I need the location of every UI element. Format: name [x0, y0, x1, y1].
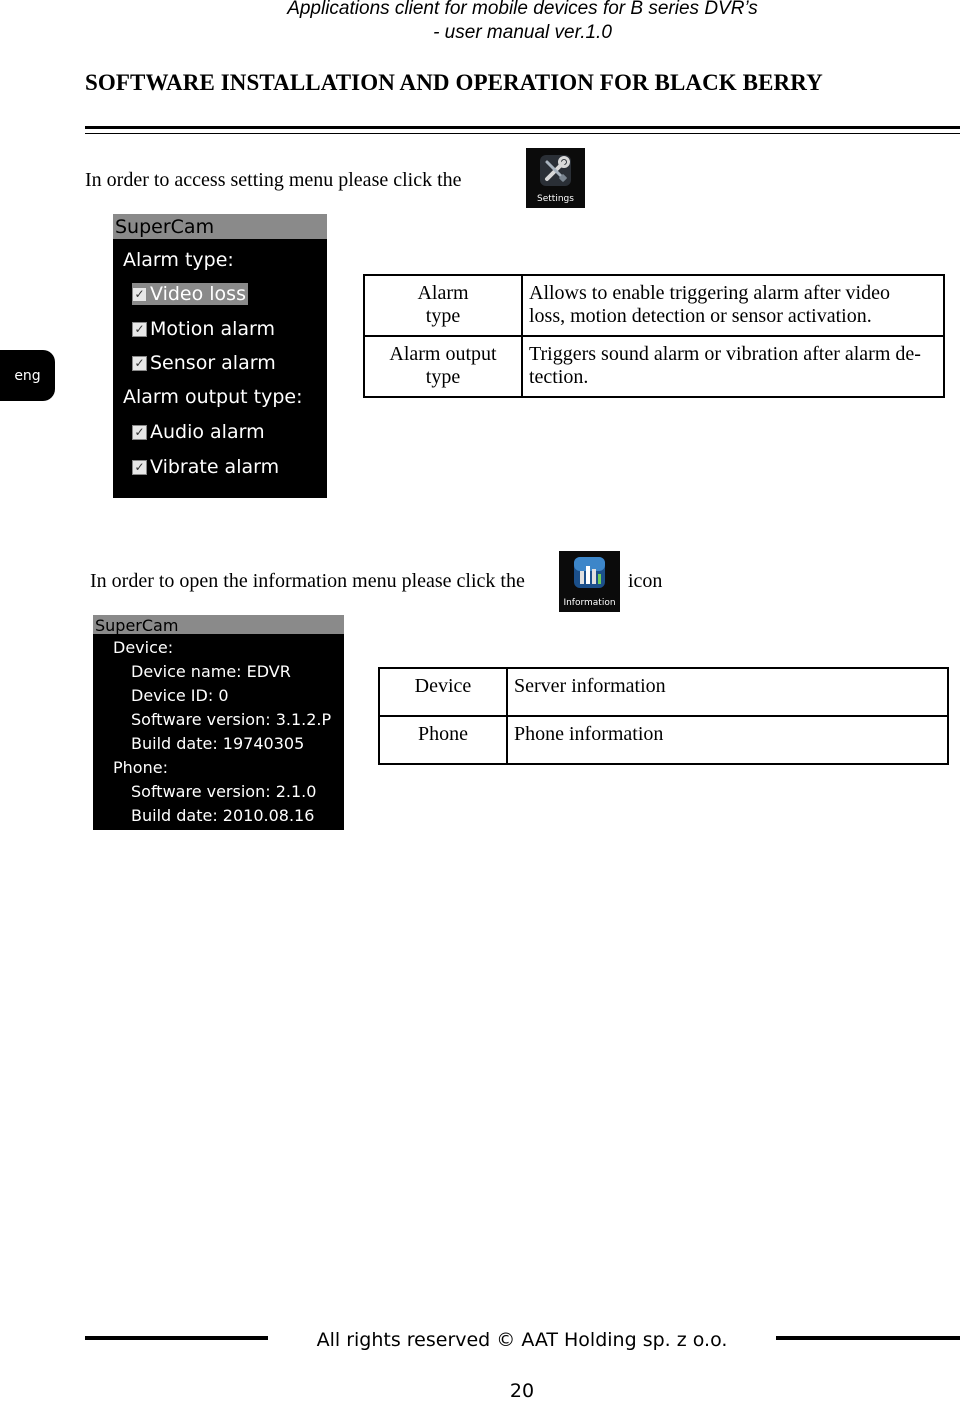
checkbox-motion-alarm[interactable]: [132, 318, 275, 340]
document-header-line2: - user manual ver.1.0: [433, 22, 612, 43]
table-desc-cell: [522, 336, 944, 397]
settings-intro-text: In order to access setting menu please click the: [85, 169, 462, 191]
checkmark-icon: ✓: [132, 356, 147, 371]
term-line: type: [425, 366, 461, 388]
information-description-table: [378, 667, 949, 765]
term-line: Alarm output: [389, 343, 497, 365]
alarm-type-heading: Alarm type:: [123, 249, 234, 271]
info-line-device-id: Device ID: 0: [131, 686, 229, 705]
checkbox-label: Video loss: [150, 283, 246, 305]
footer-copyright: All rights reserved © AAT Holding sp. z o.o.: [316, 1329, 728, 1351]
section-title: SOFTWARE INSTALLATION AND OPERATION FOR BLACK BERRY: [85, 70, 823, 95]
table-row: [364, 336, 944, 397]
desc-line: Triggers sound alarm or vibration after alarm de-: [529, 343, 921, 365]
information-intro-suffix: icon: [628, 570, 663, 592]
table-term-cell: Device: [379, 668, 507, 716]
checkbox-label: Vibrate alarm: [150, 456, 280, 478]
wrench-screwdriver-icon: [538, 153, 573, 188]
info-line-device-build: Build date: 19740305: [131, 734, 305, 753]
checkbox-label: Audio alarm: [150, 421, 265, 443]
title-rule-thin: [85, 133, 960, 134]
desc-line: tection.: [529, 366, 589, 388]
title-rule-thick: [85, 126, 960, 129]
settings-app-icon: [526, 148, 585, 208]
table-term-cell: Phone: [379, 716, 507, 764]
desc-line: Allows to enable triggering alarm after video: [529, 282, 890, 304]
checkmark-icon: ✓: [132, 425, 147, 440]
checkmark-icon: ✓: [132, 287, 147, 302]
screen-title: SuperCam: [113, 214, 327, 239]
table-row: [364, 275, 944, 336]
table-desc-cell: Phone information: [507, 716, 948, 764]
info-line-device-heading: Device:: [113, 638, 174, 657]
settings-description-table: [363, 274, 945, 398]
checkbox-vibrate-alarm[interactable]: [132, 456, 279, 478]
checkbox-audio-alarm[interactable]: [132, 421, 265, 443]
info-line-phone-heading: Phone:: [113, 758, 168, 777]
checkbox-label: Sensor alarm: [150, 352, 276, 374]
information-intro-text: In order to open the information menu please click the: [90, 570, 525, 592]
checkbox-label: Motion alarm: [150, 318, 276, 340]
table-row: [379, 716, 948, 764]
table-term-cell: [364, 275, 522, 336]
language-tab: eng: [0, 350, 55, 401]
table-desc-cell: [522, 275, 944, 336]
checkbox-video-loss[interactable]: [132, 283, 248, 305]
table-desc-cell: Server information: [507, 668, 948, 716]
table-row: [379, 668, 948, 716]
checkmark-icon: ✓: [132, 460, 147, 475]
checkmark-icon: ✓: [132, 322, 147, 337]
alarm-output-heading: Alarm output type:: [123, 386, 303, 408]
info-line-phone-software: Software version: 2.1.0: [131, 782, 317, 801]
information-phone-screen: [93, 615, 344, 830]
settings-phone-screen: [113, 214, 327, 498]
table-term-cell: [364, 336, 522, 397]
term-line: type: [425, 305, 461, 327]
information-app-icon: [559, 551, 620, 612]
page-number: 20: [509, 1380, 535, 1402]
information-icon-label: Information: [563, 598, 616, 608]
document-header-line1: Applications client for mobile devices for B series DVR’s: [287, 0, 758, 19]
information-chart-icon: [572, 555, 607, 590]
info-line-device-software: Software version: 3.1.2.P: [131, 710, 332, 729]
term-line: Alarm: [417, 282, 469, 304]
screen-title: SuperCam: [93, 615, 344, 634]
checkbox-sensor-alarm[interactable]: [132, 352, 276, 374]
info-line-phone-build: Build date: 2010.08.16: [131, 806, 315, 825]
desc-line: loss, motion detection or sensor activation.: [529, 305, 872, 327]
info-line-device-name: Device name: EDVR: [131, 662, 291, 681]
settings-icon-label: Settings: [537, 194, 574, 204]
